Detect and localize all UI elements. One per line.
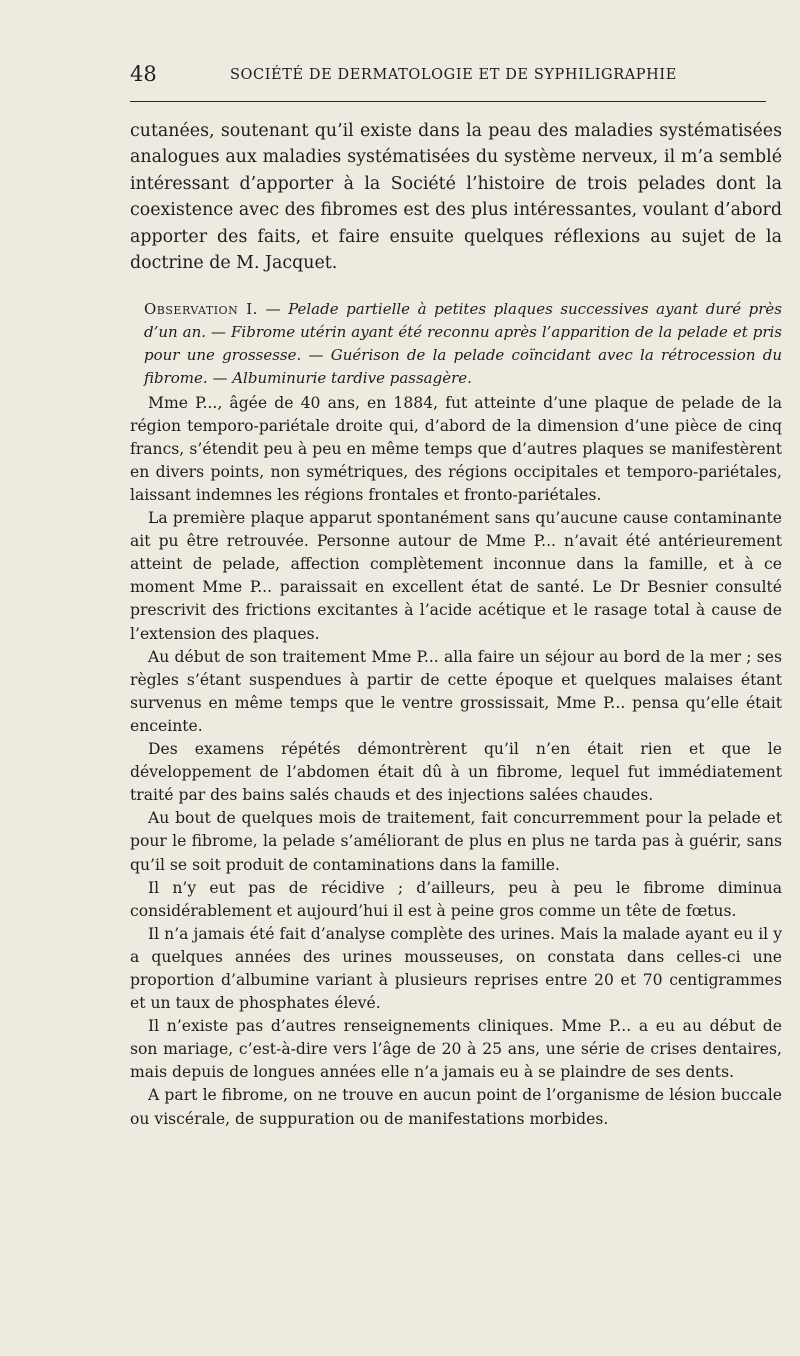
paragraph: Au début de son traitement Mme P... alla faire un séjour au bord de la mer ; ses règles s’étant suspendues à partir de cette époque et quelques malaises étant survenus en même temps que le ventre grossissait, Mme P... pensa qu’elle était enceinte.	[130, 647, 782, 735]
observation-heading	[144, 298, 782, 389]
paragraph: La première plaque apparut spontanément sans qu’aucune cause contaminante ait pu être retrouvée. Personne autour de Mme P... n’avait été antérieurement atteint de pelade, affection complètement inconnue dans la famille, et à ce moment Mme P... paraissait en excellent état de santé. Le Dr Besnier consulté prescrivit des frictions excitantes à l’acide acétique et le rasage total à cause de l’extension des plaques.	[130, 509, 782, 643]
paragraph: Il n’existe pas d’autres renseignements cliniques. Mme P... a eu au début de son mariage, c’est-à-dire vers l’âge de 20 à 25 ans, une série de crises dentaires, mais depuis de longues années elle n’a jamais eu à se plaindre de ses dents.	[130, 1017, 782, 1082]
paragraph: Au bout de quelques mois de traitement, fait concurremment pour la pelade et pour le fibrome, la pelade s’améliorant de plus en plus ne tarda pas à guérir, sans qu’il se soit produit de contaminations dans la famille.	[130, 809, 782, 874]
intro-paragraph: cutanées, soutenant qu’il existe dans la peau des maladies systématisées analogues aux maladies systématisées du système nerveux, il m’a semblé intéressant d’apporter à la Société l’histoire de trois pelades dont la coexistence avec des fibromes est des plus intéressantes, voulant d’abord apporter des faits, et faire ensuite quelques réflexions au sujet de la doctrine de M. Jacquet.	[130, 121, 782, 274]
observation-label: Observation I.	[144, 300, 258, 319]
case-report	[130, 392, 782, 1131]
header-rule	[130, 101, 766, 102]
paragraph: A part le fibrome, on ne trouve en aucun point de l’organisme de lésion buccale ou viscérale, de suppuration ou de manifestations morbides.	[130, 1086, 782, 1128]
running-title: SOCIÉTÉ DE DERMATOLOGIE ET DE SYPHILIGRAPHIE	[230, 67, 677, 83]
paragraph: Des examens répétés démontrèrent qu’il n’en était rien et que le développement de l’abdomen était dû à un fibrome, lequel fut immédiatement traité par des bains salés chauds et des injections salées chaudes.	[130, 740, 782, 805]
page-header	[130, 60, 766, 92]
paragraph: Mme P..., âgée de 40 ans, en 1884, fut atteinte d’une plaque de pelade de la région temporo-pariétale droite qui, d’abord de la dimension d’une pièce de cinq francs, s’étendit peu à peu en même temps que d’autres plaques se manifestèrent en divers points, non symétriques, des régions occipitales et temporo-pariétales, laissant indemnes les régions frontales et fronto-pariétales.	[130, 393, 782, 504]
paragraph: Il n’a jamais été fait d’analyse complète des urines. Mais la malade ayant eu il y a quelques années des urines mousseuses, on constata dans celles-ci une proportion d’albumine variant à plusieurs reprises entre 20 et 70 centigrammes et un taux de phosphates élevé.	[130, 924, 782, 1013]
paragraph: Il n’y eut pas de récidive ; d’ailleurs, peu à peu le fibrome diminua considérablement et aujourd’hui il est à peine gros comme un tête de fœtus.	[130, 878, 782, 920]
article-body	[130, 118, 782, 1131]
page-number: 48	[130, 62, 157, 86]
observation-title: — Pelade partielle à petites plaques successives ayant duré près d’un an. — Fibrome utérin ayant été reconnu après l’apparition de la pelade et pris pour une grossesse. — Guérison de la pelade coïncidant avec la rétrocession du fibrome. — Albuminurie tardive passagère.	[144, 300, 782, 387]
